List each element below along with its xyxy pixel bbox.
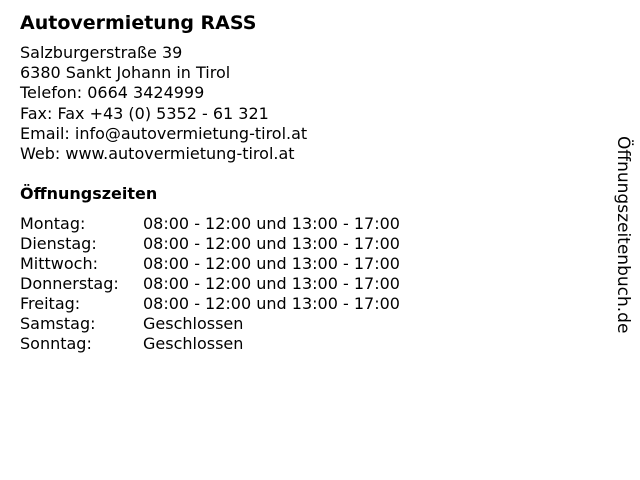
time-value: Geschlossen [143,314,244,333]
opening-hours-heading: Öffnungszeiten [20,184,158,203]
hours-row-tuesday [20,234,400,254]
opening-hours-table [20,214,400,354]
phone-number: Telefon: 0664 3424999 [20,83,205,103]
time-value: 08:00 - 12:00 und 13:00 - 17:00 [143,234,400,253]
hours-row-thursday [20,274,400,294]
hours-row-sunday [20,334,400,354]
website-address: Web: www.autovermietung-tirol.at [20,144,295,164]
day-label: Dienstag: [20,234,97,253]
hours-row-monday [20,214,400,234]
brand-watermark: Öffnungszeitenbuch.de [613,136,633,334]
day-label: Montag: [20,214,86,233]
day-label: Mittwoch: [20,254,98,273]
hours-row-saturday [20,314,400,334]
day-label: Sonntag: [20,334,92,353]
business-name: Autovermietung RASS [20,12,257,34]
time-value: Geschlossen [143,334,244,353]
time-value: 08:00 - 12:00 und 13:00 - 17:00 [143,294,400,313]
street-address: Salzburgerstraße 39 [20,43,183,62]
day-label: Samstag: [20,314,96,333]
city-address: 6380 Sankt Johann in Tirol [20,63,231,83]
hours-row-friday [20,294,400,314]
time-value: 08:00 - 12:00 und 13:00 - 17:00 [143,274,400,293]
email-address: Email: info@autovermietung-tirol.at [20,123,308,143]
time-value: 08:00 - 12:00 und 13:00 - 17:00 [143,214,400,233]
hours-row-wednesday [20,254,400,274]
contact-block [20,43,307,164]
day-label: Freitag: [20,294,81,313]
time-value: 08:00 - 12:00 und 13:00 - 17:00 [143,254,400,273]
fax-number: Fax: Fax +43 (0) 5352 - 61 321 [20,103,269,123]
day-label: Donnerstag: [20,274,119,293]
